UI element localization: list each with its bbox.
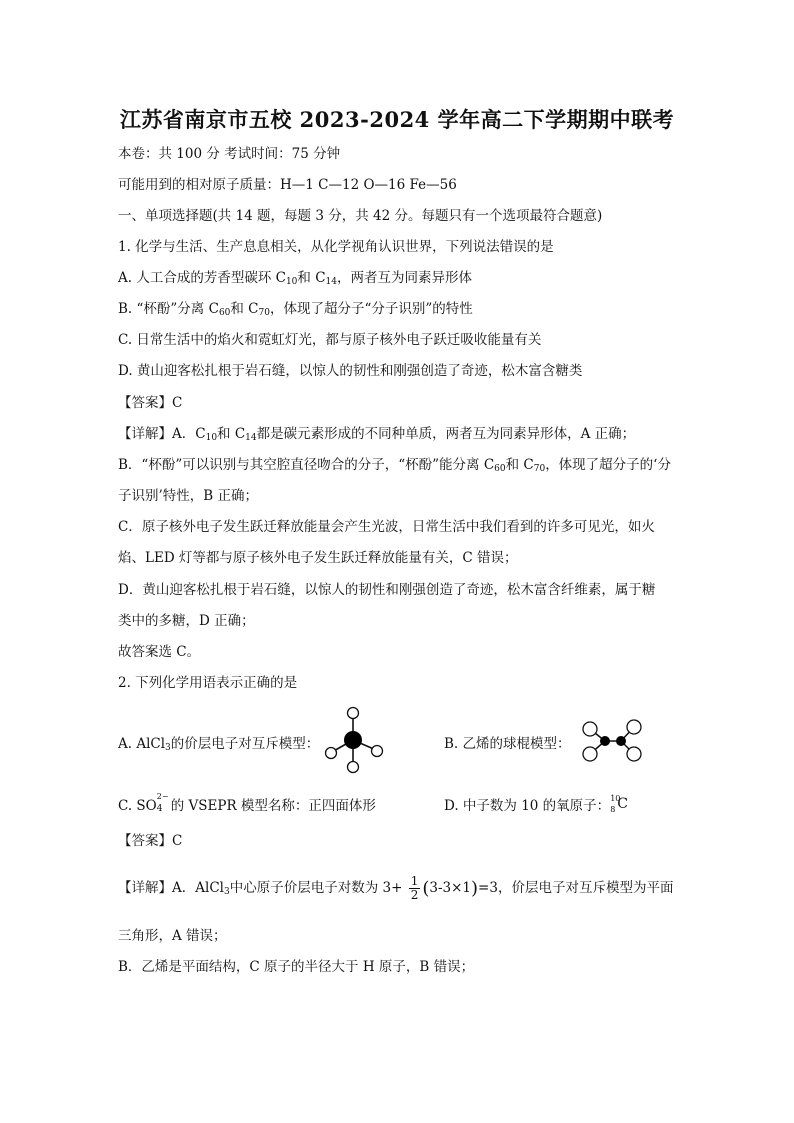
fraction: $\frac{1}{2}$	[410, 874, 419, 902]
q2-explanation-a2: 三角形，A 错误；	[118, 928, 227, 944]
exam-meta: 本卷：共 100 分 考试时间：75 分钟	[118, 146, 341, 162]
q1-option-d: D. 黄山迎客松扎根于岩石缝，以惊人的韧性和刚强创造了奇迹，松木富含糖类	[118, 363, 583, 379]
q2-option-a: A. AlCl$_3$的价层电子对互斥模型：	[118, 736, 320, 753]
q1-explanation-d2: 类中的多糖，D 正确；	[118, 613, 255, 629]
q1-explanation-b2: 子识别’特性，B 正确；	[118, 488, 259, 504]
q1-stem: 1. 化学与生活、生产息息相关，从化学视角认识世界，下列说法错误的是	[118, 239, 554, 255]
q1-explanation-c2: 焰、LED 灯等都与原子核外电子发生跃迁释放能量有关，C 错误；	[118, 550, 518, 566]
q1-explanation-a: 【详解】A．$C_{10}$和 $C_{14}$都是碳元素形成的不同种单质，两者互为同素异形体，A 正确；	[118, 426, 636, 443]
section-heading: 一、单项选择题(共 14 题，每题 3 分，共 42 分。每题只有一个选项最符合题意)	[118, 208, 603, 224]
q2-stem: 2. 下列化学用语表示正确的是	[118, 675, 298, 691]
q1-option-b: B. “杯酚”分离 $C_{60}$和 $C_{70}$，体现了超分子“分子识别”的特性	[118, 301, 473, 318]
ethylene-ball-stick-model	[578, 716, 644, 766]
q2-option-d: D. 中子数为 10 的氧原子： 10 8 C	[444, 794, 628, 814]
page-title: 江苏省南京市五校 2023-2024 学年高二下学期期中联考	[119, 107, 675, 132]
oxygen-isotope-symbol: 10 8 C	[610, 794, 628, 814]
q1-explanation-d1: D．黄山迎客松扎根于岩石缝，以惊人的韧性和刚强创造了奇迹，松木富含纤维素，属于糖	[118, 582, 656, 598]
q1-option-a: A. 人工合成的芳香型碳环 $C_{10}$和 $C_{14}$，两者互为同素异形体	[118, 270, 472, 287]
q1-explanation-c1: C．原子核外电子发生跃迁释放能量会产生光波，日常生活中我们看到的许多可见光，如火	[118, 519, 655, 535]
q1-conclusion: 故答案选 C。	[118, 644, 201, 660]
q2-option-c: C. SO 2− 4 的 VSEPR 模型名称：正四面体形	[118, 792, 376, 814]
q2-explanation-a1: 【详解】A．AlCl$_3$中心原子价层电子对数为 3+ $\frac{1}{2}$ (3-3×1)=3，价层电子对互斥模型为平面	[118, 874, 674, 902]
q1-explanation-b1: B．“杯酚”可以识别与其空腔直径吻合的分子，“杯酚”能分离 $C_{60}$和 $C_{70}$，体现了超分子的‘分	[118, 457, 671, 474]
alcl3-vsepr-model	[320, 704, 390, 776]
q2-option-b: B. 乙烯的球棍模型：	[444, 736, 571, 752]
q1-option-c: C. 日常生活中的焰火和霓虹灯光，都与原子核外电子跃迁吸收能量有关	[118, 332, 542, 348]
q1-answer: 【答案】C	[118, 395, 183, 411]
q2-answer: 【答案】C	[118, 833, 183, 849]
atomic-mass-line: 可能用到的相对原子质量：H—1 C—12 O—16 Fe—56	[118, 177, 457, 193]
q2-explanation-b: B．乙烯是平面结构，C 原子的半径大于 H 原子，B 错误；	[118, 959, 475, 975]
